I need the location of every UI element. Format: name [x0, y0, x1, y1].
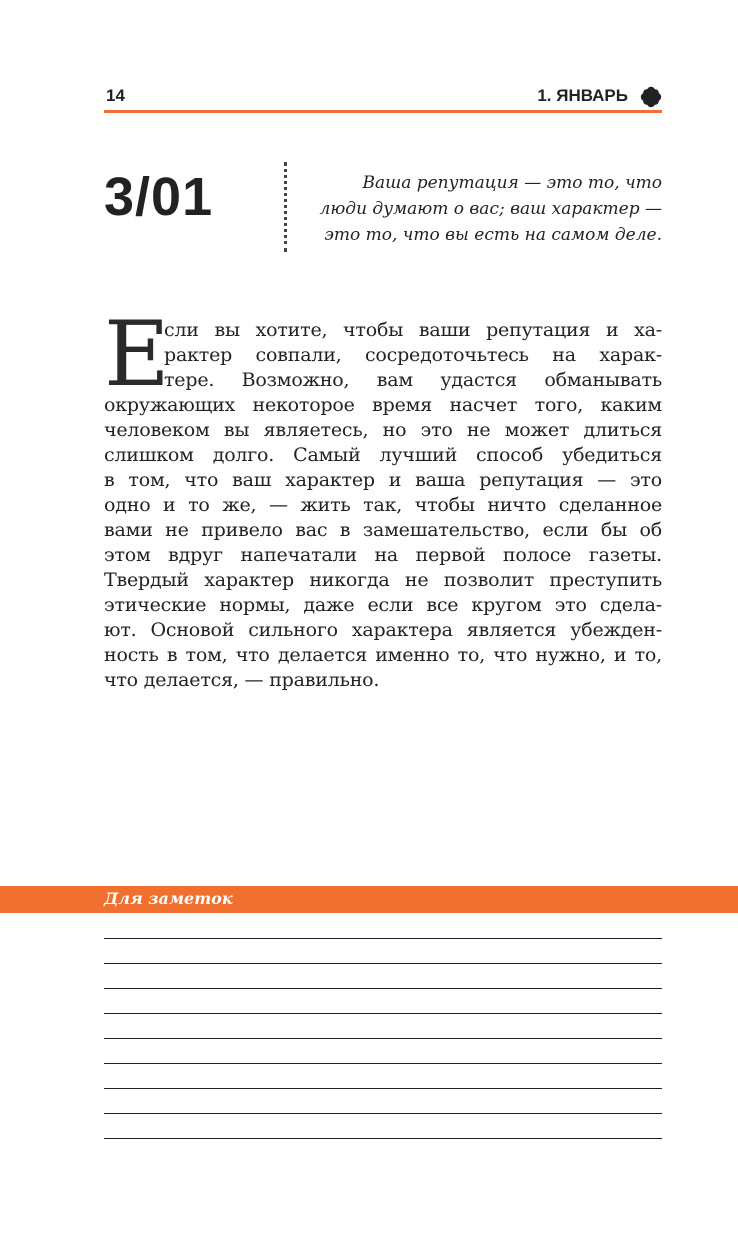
body-line: тере. Возможно, вам удастся обманывать: [164, 369, 662, 391]
quote-divider: [284, 162, 287, 252]
quote-line: Ваша репутация — это то, что: [362, 173, 662, 193]
chapter-title: 1. ЯНВАРЬ: [537, 86, 628, 105]
notes-line: [104, 963, 662, 964]
body-line: рактер совпали, сосредоточьтесь на харак-: [164, 344, 662, 366]
notes-header-bar: [0, 886, 738, 913]
notes-line: [104, 1138, 662, 1139]
body-line: Твердый характер никогда не позволит преступить: [104, 569, 662, 591]
quote-line: люди думают о вас; ваш характер —: [319, 199, 662, 219]
notes-line: [104, 1113, 662, 1114]
page-number: 14: [106, 86, 125, 105]
body-line: окружающих некоторое время насчет того, каким: [104, 394, 662, 416]
body-line: одно и то же, — жить так, чтобы ничто сделанное: [104, 494, 662, 516]
notes-line: [104, 1088, 662, 1089]
body-line: слишком долго. Самый лучший способ убедиться: [104, 444, 662, 466]
body-line: сли вы хотите, чтобы ваши репутация и ха-: [164, 319, 662, 341]
body-line: человеком вы являетесь, но это не может длиться: [104, 419, 662, 441]
body-line: этические нормы, даже если все кругом это сдела-: [104, 594, 662, 616]
body-line: ют. Основой сильного характера является убежден-: [104, 619, 662, 641]
page-header: [104, 84, 662, 113]
notes-title: Для заметок: [104, 889, 233, 908]
body-line: ность в том, что делается именно то, что нужно, и то,: [104, 644, 662, 666]
notes-line: [104, 1038, 662, 1039]
body-text: [104, 302, 662, 693]
body-line: что делается, — правильно.: [104, 669, 380, 691]
notes-line: [104, 1063, 662, 1064]
body-line: в том, что ваш характер и ваша репутация — это: [104, 469, 662, 491]
entry-date: 3/01: [104, 167, 214, 227]
body-line: этом вдруг напечатали на первой полосе газеты.: [104, 544, 662, 566]
flower-icon: [640, 86, 662, 108]
notes-line: [104, 1013, 662, 1014]
notes-line: [104, 988, 662, 989]
epigraph-quote: [300, 170, 662, 248]
notes-line: [104, 938, 662, 939]
drop-cap: Е: [104, 302, 170, 407]
quote-line: это то, что вы есть на самом деле.: [324, 225, 662, 245]
body-line: вами не привело вас в замешательство, если бы об: [104, 519, 662, 541]
